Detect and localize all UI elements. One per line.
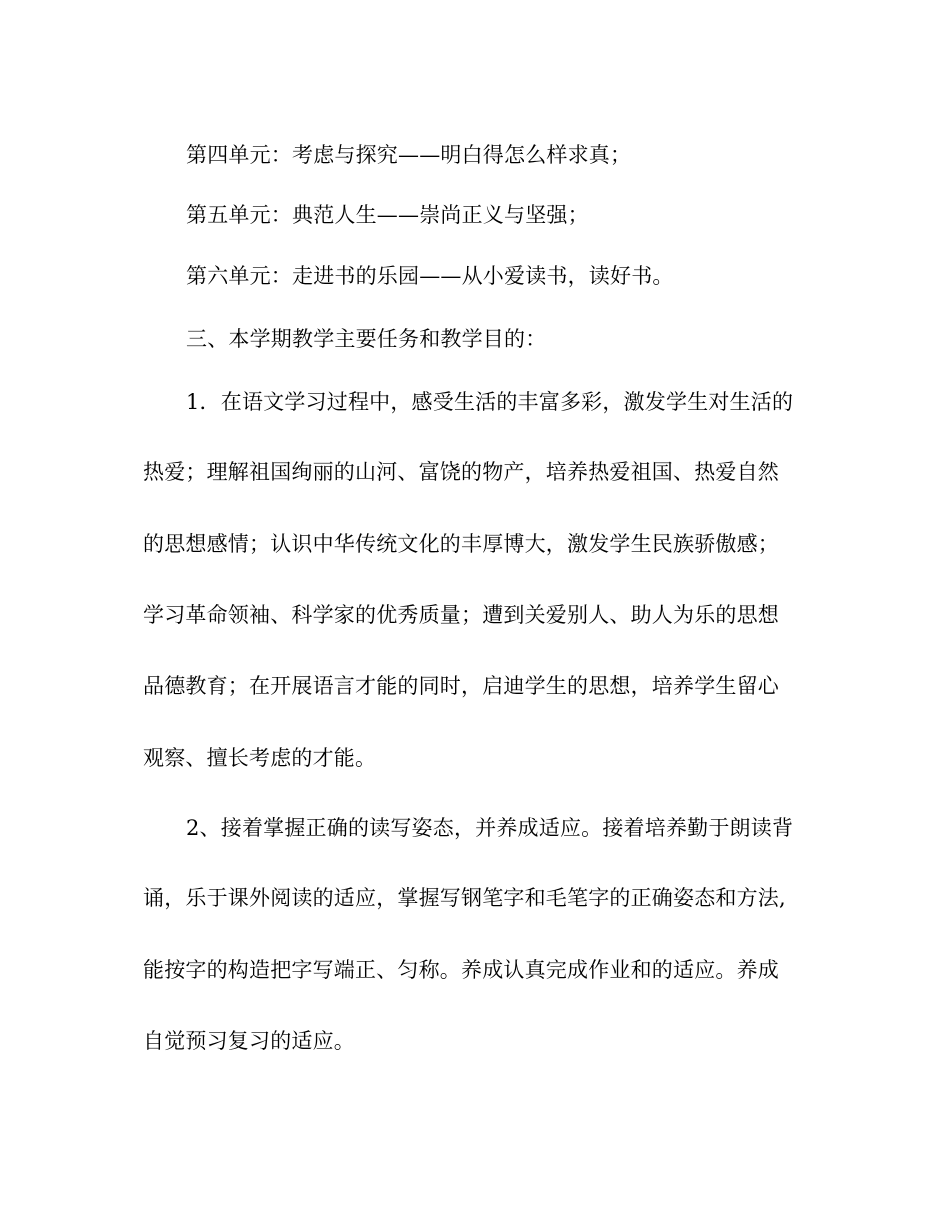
paragraph-2-line-4: 自觉预习复习的适应。 [143,1029,355,1053]
paragraph-1-line-5: 品德教育；在开展语言才能的同时，启迪学生的思想，培养学生留心 [143,674,779,698]
paragraph-1-line-1: 1．在语文学习过程中，感受生活的丰富多彩，激发学生对生活的 [186,390,794,414]
text-line-unit-four: 第四单元：考虑与探究——明白得怎么样求真； [186,143,632,167]
section-heading-teaching-goals: 三、本学期教学主要任务和教学目的： [186,327,547,351]
text-line-unit-six: 第六单元：走进书的乐园——从小爱读书，读好书。 [186,264,674,288]
paragraph-1-line-4: 学习革命领袖、科学家的优秀质量；遭到关爱别人、助人为乐的思想 [143,603,779,627]
paragraph-2-line-2: 诵，乐于课外阅读的适应，掌握写钢笔字和毛笔字的正确姿态和方法, [143,886,786,910]
paragraph-1-line-3: 的思想感情；认识中华传统文化的丰厚博大，激发学生民族骄傲感； [143,532,779,556]
paragraph-2-line-3: 能按字的构造把字写端正、匀称。养成认真完成作业和的适应。养成 [143,958,779,982]
text-line-unit-five: 第五单元：典范人生——崇尚正义与坚强； [186,203,589,227]
paragraph-1-line-2: 热爱；理解祖国绚丽的山河、富饶的物产，培养热爱祖国、热爱自然 [143,460,779,484]
paragraph-2-line-1: 2、接着掌握正确的读写姿态，并养成适应。接着培养勤于朗读背 [186,816,794,840]
paragraph-1-line-6: 观察、擅长考虑的才能。 [143,746,377,770]
